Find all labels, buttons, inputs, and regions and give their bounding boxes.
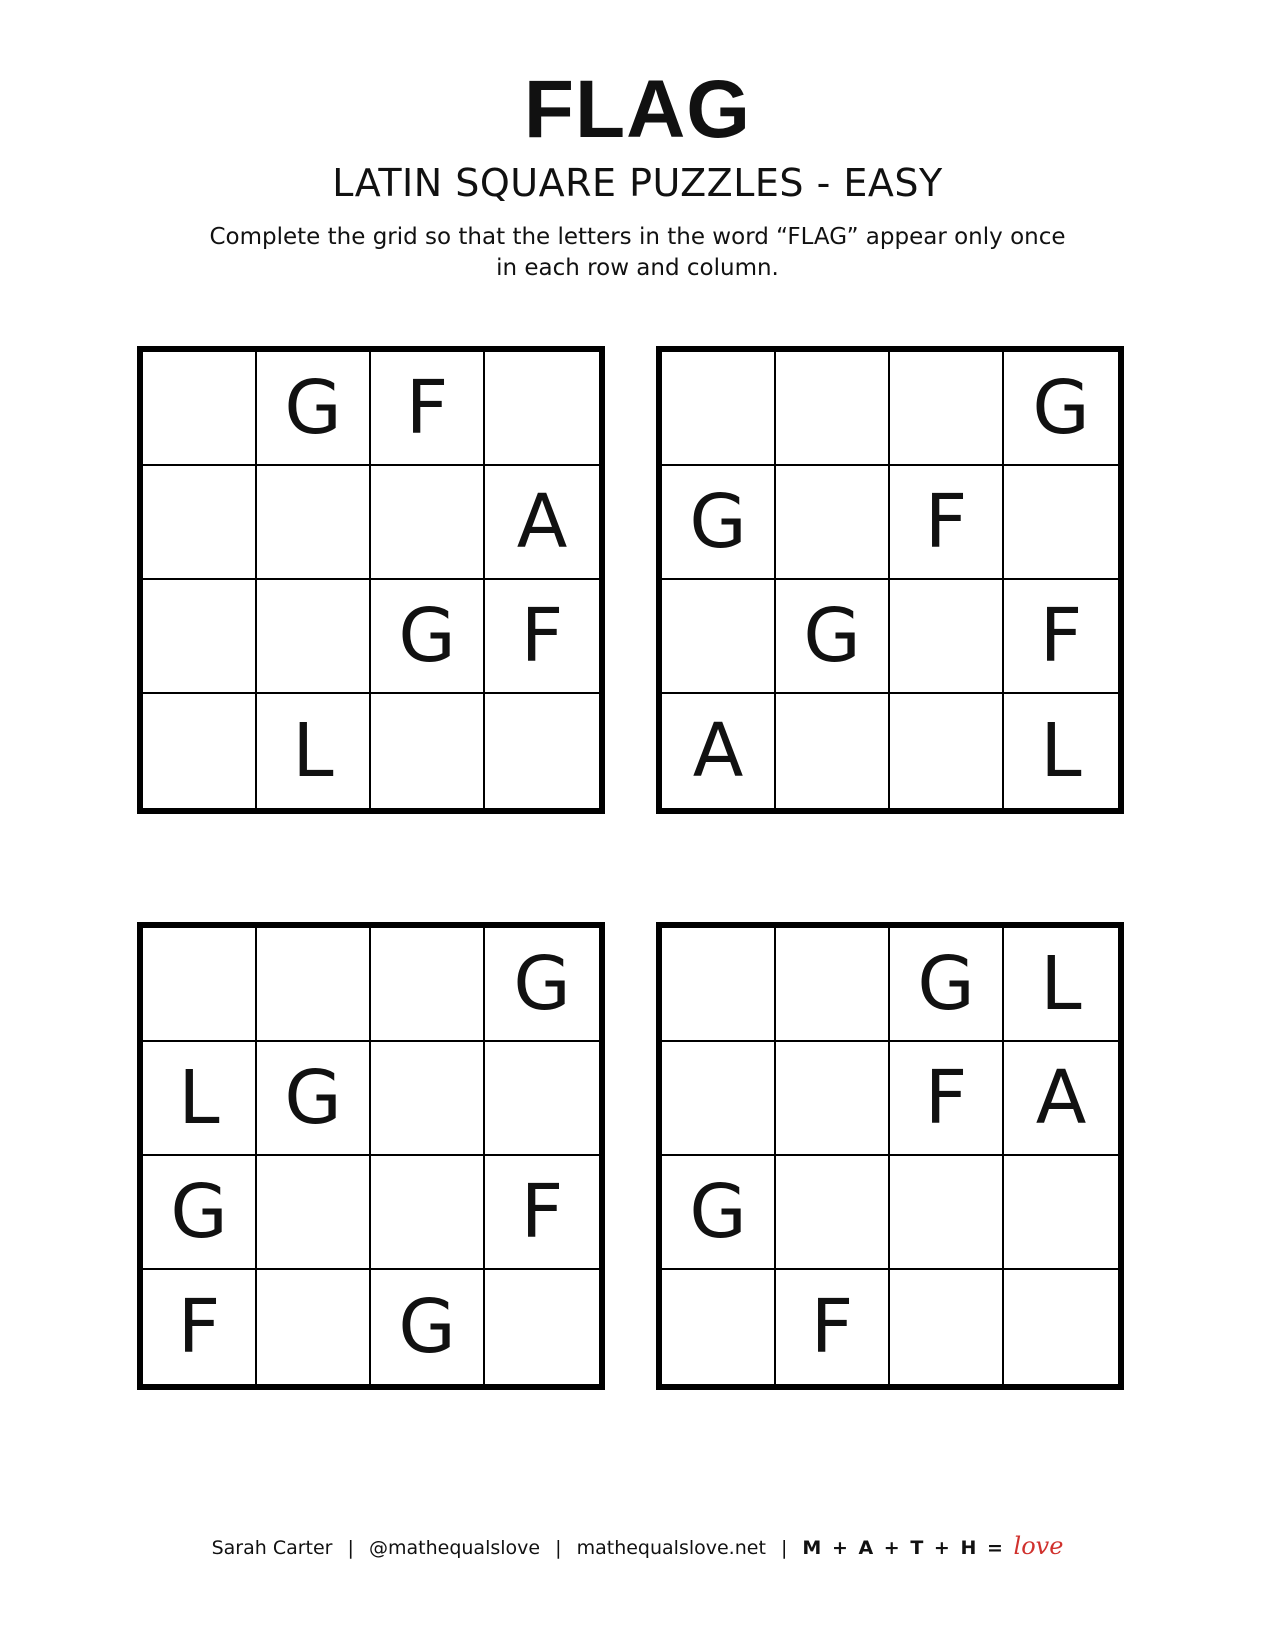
footer-separator: | bbox=[347, 1537, 354, 1559]
footer-separator: | bbox=[555, 1537, 562, 1559]
grid-cell bbox=[776, 1042, 890, 1156]
grid-cell: G bbox=[143, 1156, 257, 1270]
instructions-line-2: in each row and column. bbox=[496, 255, 779, 281]
grid-cell bbox=[485, 1042, 599, 1156]
grid-cell: L bbox=[257, 694, 371, 808]
footer-website: mathequalslove.net bbox=[576, 1537, 766, 1559]
grid-cell: A bbox=[662, 694, 776, 808]
grid-cell bbox=[143, 580, 257, 694]
grid-cell bbox=[371, 466, 485, 580]
grid-cell bbox=[890, 580, 1004, 694]
footer-author: Sarah Carter bbox=[211, 1537, 333, 1559]
grid-cell: F bbox=[776, 1270, 890, 1384]
grid-cell bbox=[890, 1270, 1004, 1384]
grid-cell bbox=[143, 352, 257, 466]
grid-cell: G bbox=[371, 580, 485, 694]
grid-cell bbox=[776, 466, 890, 580]
grid-cell bbox=[776, 1156, 890, 1270]
grid-cell: G bbox=[257, 352, 371, 466]
grid-cell: F bbox=[143, 1270, 257, 1384]
brand-logo-script: love bbox=[1013, 1532, 1064, 1560]
grid-cell bbox=[257, 1270, 371, 1384]
grid-cell bbox=[890, 1156, 1004, 1270]
grid-cell bbox=[257, 580, 371, 694]
puzzle-grid-1 bbox=[137, 346, 605, 814]
brand-logo bbox=[802, 1532, 1064, 1560]
grid-cell: F bbox=[485, 580, 599, 694]
grid-cell bbox=[1004, 466, 1118, 580]
grid-cell: G bbox=[890, 928, 1004, 1042]
grid-cell: A bbox=[1004, 1042, 1118, 1156]
grid-cell bbox=[1004, 1270, 1118, 1384]
puzzle-grid-4 bbox=[656, 922, 1124, 1390]
grid-cell bbox=[662, 580, 776, 694]
grid-cell: A bbox=[485, 466, 599, 580]
grid-cell bbox=[371, 694, 485, 808]
grid-cell bbox=[662, 1270, 776, 1384]
grid-cell bbox=[662, 1042, 776, 1156]
grid-cell bbox=[257, 1156, 371, 1270]
grid-cell bbox=[257, 928, 371, 1042]
grid-cell: G bbox=[485, 928, 599, 1042]
grid-cell bbox=[143, 466, 257, 580]
grid-cell bbox=[776, 694, 890, 808]
grid-cell: F bbox=[485, 1156, 599, 1270]
grid-cell: G bbox=[662, 1156, 776, 1270]
footer-handle: @mathequalslove bbox=[369, 1537, 541, 1559]
grid-cell: G bbox=[257, 1042, 371, 1156]
page-title: FLAG bbox=[523, 64, 752, 155]
grid-cell: F bbox=[1004, 580, 1118, 694]
grid-cell bbox=[371, 1042, 485, 1156]
grid-cell: F bbox=[890, 1042, 1004, 1156]
grid-cell bbox=[662, 352, 776, 466]
grid-cell: L bbox=[1004, 928, 1118, 1042]
grid-cell bbox=[143, 694, 257, 808]
grid-cell: G bbox=[371, 1270, 485, 1384]
grid-cell bbox=[485, 352, 599, 466]
grid-cell: L bbox=[1040, 708, 1082, 794]
grid-cell bbox=[776, 352, 890, 466]
grid-cell bbox=[371, 928, 485, 1042]
grid-cell bbox=[143, 928, 257, 1042]
brand-logo-text: M + A + T + H = bbox=[802, 1537, 1005, 1559]
grid-cell: G bbox=[776, 580, 890, 694]
grid-cell: L bbox=[143, 1042, 257, 1156]
instructions bbox=[160, 222, 1115, 284]
grid-cell bbox=[890, 352, 1004, 466]
grid-cell bbox=[485, 694, 599, 808]
grid-cell: F bbox=[371, 352, 485, 466]
puzzle-grid-3 bbox=[137, 922, 605, 1390]
instructions-line-1: Complete the grid so that the letters in the word “FLAG” appear only once bbox=[209, 224, 1066, 250]
grid-cell bbox=[485, 1270, 599, 1384]
grid-cell bbox=[662, 928, 776, 1042]
footer-separator: | bbox=[780, 1537, 788, 1559]
grid-cell bbox=[776, 928, 890, 1042]
grid-cell: G bbox=[1004, 352, 1118, 466]
page-subtitle: LATIN SQUARE PUZZLES - EASY bbox=[332, 161, 943, 205]
grid-cell bbox=[371, 1156, 485, 1270]
grid-cell: G bbox=[662, 466, 776, 580]
grid-cell: F bbox=[890, 466, 1004, 580]
grid-cell bbox=[890, 694, 1004, 808]
puzzle-grid-2 bbox=[656, 346, 1124, 814]
footer bbox=[0, 1533, 1275, 1561]
grid-cell bbox=[257, 466, 371, 580]
grid-cell bbox=[1004, 1156, 1118, 1270]
